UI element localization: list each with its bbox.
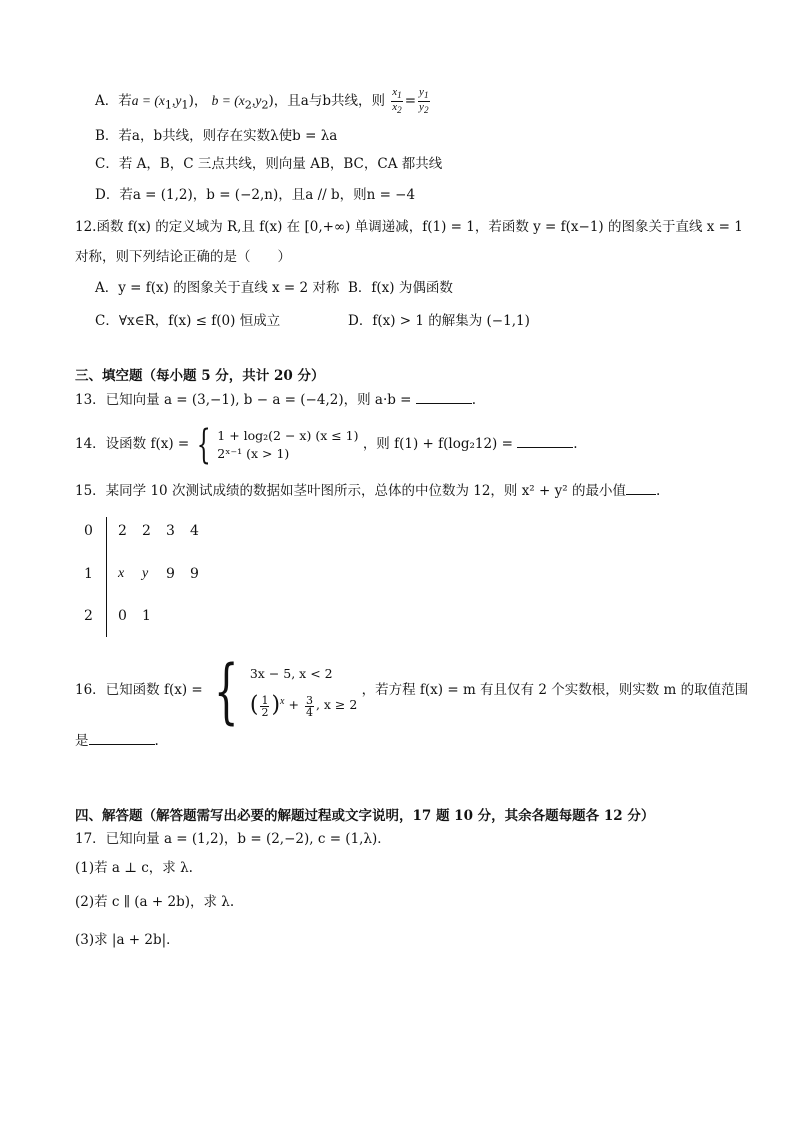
- q11-a-frac-x-den: x: [392, 101, 398, 113]
- q16-prefix: 16．已知函数 f(x) =: [75, 682, 203, 698]
- q14-brace: {: [196, 421, 211, 468]
- q11-option-c: C．若 A，B，C 三点共线，则向量 AB，BC，CA 都共线: [95, 156, 443, 172]
- q14-end: .: [573, 436, 578, 452]
- q14-prefix: 14．设函数 f(x) =: [75, 436, 190, 452]
- stem-value: 1: [84, 566, 93, 582]
- q11-a-vector-a: a = (x: [131, 93, 165, 108]
- q14-case1: 1 + log₂(2 − x) (x ≤ 1): [217, 427, 359, 443]
- q16-exponent: x: [280, 696, 285, 708]
- q16-case2-frac: [305, 695, 314, 718]
- q16-line2-text: 是: [75, 733, 89, 749]
- q15-text: 15．某同学 10 次测试成绩的数据如茎叶图所示，总体的中位数为 12，则 x² + y² 的最小值: [75, 483, 626, 499]
- q11-a-sub4: 2: [261, 98, 269, 112]
- q16-case1: 3x − 5, x < 2: [249, 666, 333, 682]
- q12-option-b: B．f(x) 为偶函数: [348, 280, 453, 296]
- q14-cases: [217, 427, 358, 463]
- q11-a-frac-x: [391, 87, 402, 116]
- leaf-value: 3: [166, 523, 175, 539]
- leaf-value: 9: [190, 566, 199, 582]
- q11-a-frac-y-num: y: [419, 85, 424, 98]
- leaf-value: x: [118, 566, 125, 581]
- q16-suffix: ，若方程 f(x) = m 有且仅有 2 个实数根，则实数 m 的取值范围: [361, 682, 749, 698]
- q16-case2-cond: , x ≥ 2: [315, 697, 358, 713]
- q11-a-frac-y-num-sub: 1: [423, 90, 429, 100]
- q11-a-close2: )，且: [268, 93, 301, 109]
- leaf-value: 9: [166, 566, 175, 582]
- q11-a-close1: )，: [188, 93, 208, 109]
- q11-a-y: ,y: [172, 93, 182, 108]
- q12-stem-line2: 对称，则下列结论正确的是（ ）: [75, 249, 291, 265]
- q15-end: .: [655, 483, 661, 499]
- q11-a-sub1: 1: [164, 98, 173, 112]
- q17-part3: (3)求 |a + 2b|．: [75, 932, 180, 948]
- q14-suffix: ，则 f(1) + f(log₂12) =: [362, 436, 513, 452]
- q16-frac-den: 4: [305, 705, 313, 719]
- section4-title: 四、解答题（解答题需写出必要的解题过程或文字说明，17 题 10 分，其余各题每题各 12 分）: [75, 808, 655, 824]
- q13-end: .: [471, 392, 477, 408]
- q11-a-sub3: 2: [244, 98, 252, 112]
- q13-answer-blank[interactable]: [416, 391, 472, 404]
- q12-option-a: A．y = f(x) 的图象关于直线 x = 2 对称: [95, 280, 340, 296]
- stem-value: 2: [84, 608, 93, 624]
- q16-frac-num: 3: [305, 693, 313, 707]
- q16-case2: ( $\frac{1}{2}$ )$^x$ + $\frac{3}{4}$ , x ≥ 2: [249, 693, 358, 719]
- q16: [75, 649, 749, 732]
- q11-a-frac-y-den-sub: 2: [423, 105, 429, 116]
- leaf-value: 0: [118, 608, 127, 624]
- q11-a-frac-x-den-sub: 2: [397, 105, 402, 116]
- stem-leaf-plot: [78, 517, 238, 637]
- q11-a-vector-b: b = (x: [211, 93, 245, 108]
- q11-a-sub2: 1: [181, 98, 189, 112]
- q13-text: 13．已知向量 a = (3,−1), b − a = (−4,2)，则 a·b =: [75, 392, 412, 408]
- stem-value: 0: [84, 523, 93, 539]
- q14: [75, 422, 578, 466]
- q11-a-prefix: A．若: [95, 93, 132, 109]
- q16-case2-base: [260, 695, 269, 718]
- q15-answer-blank[interactable]: [626, 482, 656, 495]
- q17-part2: (2)若 c ∥ (a + 2b)，求 λ.: [75, 894, 235, 910]
- stem-leaf-divider: [106, 517, 107, 637]
- q17-part1: (1)若 a ⊥ c，求 λ.: [75, 860, 193, 876]
- q12-option-c: C．∀x∈R，f(x) ≤ f(0) 恒成立: [95, 313, 281, 329]
- q16-end: .: [154, 733, 159, 749]
- leaf-value: 2: [118, 523, 127, 539]
- q16-brace: {: [214, 649, 239, 732]
- q11-a-frac-y: [418, 87, 429, 116]
- q16-line2: [75, 732, 159, 750]
- q14-case2: 2ˣ⁻¹ (x > 1): [217, 445, 290, 461]
- leaf-value: 1: [142, 608, 151, 624]
- q16-base-den: 2: [261, 705, 269, 719]
- q11-option-b: B．若a，b共线，则存在实数λ使b = λa: [95, 128, 338, 144]
- q11-a-mid: a与b共线，则: [300, 93, 385, 109]
- q16-plus: +: [288, 697, 299, 713]
- section3-title: 三、填空题（每小题 5 分，共计 20 分）: [75, 368, 325, 384]
- q15: [75, 482, 660, 500]
- q11-option-a: [95, 86, 432, 116]
- q17-stem: 17．已知向量 a = (1,2)，b = (2,−2), c = (1,λ)．: [75, 831, 391, 847]
- q11-option-d: D．若a = (1,2)，b = (−2,n)，且a // b，则n = −4: [95, 187, 416, 203]
- q16-base-num: 1: [261, 693, 269, 707]
- q11-a-y2: ,y: [251, 93, 262, 108]
- leaf-value: 2: [142, 523, 151, 539]
- leaf-value: 4: [190, 523, 199, 539]
- q11-a-frac-y-den: y: [419, 101, 424, 113]
- q16-cases: [250, 663, 357, 717]
- leaf-value: y: [142, 566, 149, 581]
- q11-a-eq: =: [404, 93, 417, 109]
- q11-a-frac-x-num: x: [392, 85, 398, 98]
- q14-answer-blank[interactable]: [517, 435, 573, 448]
- q12-stem-line1: 12.函数 f(x) 的定义域为 R,且 f(x) 在 [0,+∞) 单调递减，f(1) = 1，若函数 y = f(x−1) 的图象关于直线 x = 1: [75, 219, 743, 235]
- q13: [75, 391, 476, 409]
- q12-option-d: D．f(x) > 1 的解集为 (−1,1): [348, 313, 530, 329]
- q11-a-frac-x-num-sub: 1: [397, 90, 402, 100]
- q16-answer-blank[interactable]: [89, 732, 155, 745]
